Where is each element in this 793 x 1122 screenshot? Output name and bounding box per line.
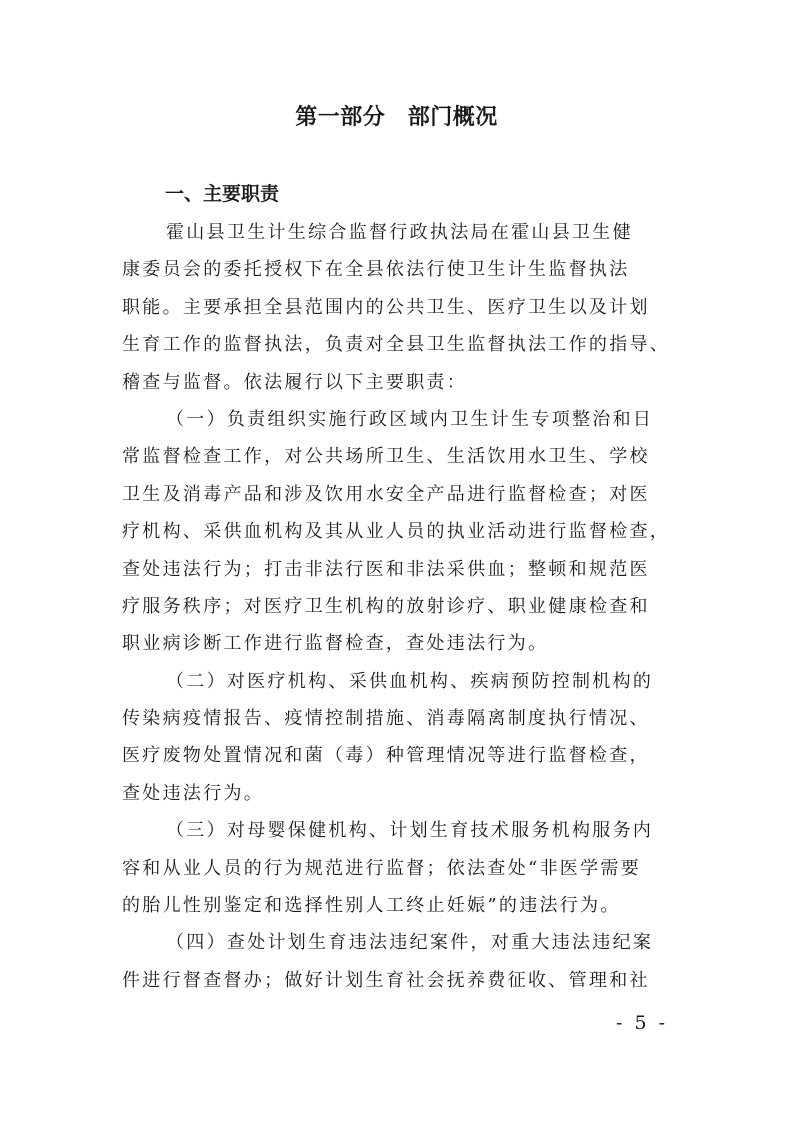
- text-line: 职业病诊断工作进行监督检查，查处违法行为。: [122, 633, 549, 655]
- text-line: 查处违法行为；打击非法行医和非法采供血；整顿和规范医: [122, 558, 650, 580]
- text-line: 医疗废物处置情况和菌（毒）种管理情况等进行监督检查，: [122, 745, 650, 767]
- text-line: 霍山县卫生计生综合监督行政执法局在霍山县卫生健: [166, 222, 633, 243]
- text-line: 件进行督查督办；做好计划生育社会抚养费征收、管理和社: [122, 969, 650, 991]
- page-number: - 5 -: [616, 1012, 669, 1034]
- text-line: （一）负责组织实施行政区域内卫生计生专项整治和日: [166, 408, 654, 430]
- section-heading: 一、主要职责: [165, 183, 280, 205]
- body-text: [122, 214, 682, 999]
- text-line: 疗服务秩序；对医疗卫生机构的放射诊疗、职业健康检查和: [122, 595, 650, 617]
- text-line: （二）对医疗机构、采供血机构、疾病预防控制机构的: [166, 670, 654, 692]
- text-line: 卫生及消毒产品和涉及饮用水安全产品进行监督检查；对医: [122, 483, 650, 505]
- text-line: （四）查处计划生育违法违纪案件，对重大违法违纪案: [166, 932, 654, 954]
- text-line: 职能。主要承担全县范围内的公共卫生、医疗卫生以及计划: [122, 296, 650, 318]
- text-line: 容和从业人员的行为规范进行监督；依法查处“非医学需要: [122, 857, 641, 879]
- text-line: 康委员会的委托授权下在全县依法行使卫生计生监督执法: [122, 259, 630, 281]
- text-line: （三）对母婴保健机构、计划生育技术服务机构服务内: [166, 820, 654, 842]
- page-title: 第一部分 部门概况: [295, 105, 498, 130]
- text-line: 常监督检查工作，对公共场所卫生、生活饮用水卫生、学校: [122, 446, 650, 468]
- text-line: 传染病疫情报告、疫情控制措施、消毒隔离制度执行情况、: [122, 708, 650, 730]
- text-line: 疗机构、采供血机构及其从业人员的执业活动进行监督检查，: [122, 521, 671, 543]
- text-line: 生育工作的监督执法，负责对全县卫生监督执法工作的指导、: [122, 334, 671, 356]
- text-line: 的胎儿性别鉴定和选择性别人工终止妊娠”的违法行为。: [122, 895, 621, 917]
- text-line: 稽查与监督。依法履行以下主要职责：: [122, 371, 468, 393]
- text-line: 查处违法行为。: [122, 782, 265, 804]
